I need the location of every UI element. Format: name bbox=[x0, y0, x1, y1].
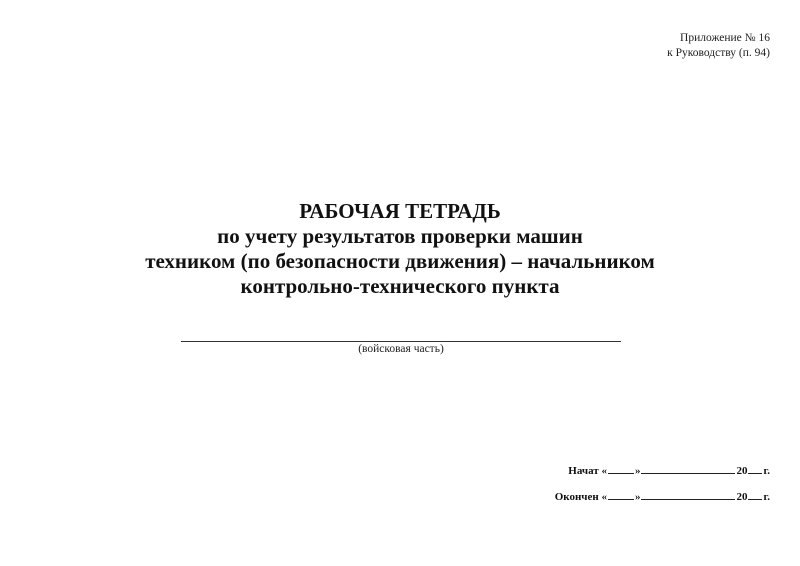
title-line-4: контрольно-технического пункта bbox=[240, 274, 560, 298]
end-year-field[interactable] bbox=[748, 489, 762, 500]
end-date-row bbox=[555, 489, 770, 503]
start-year-suffix: г. bbox=[763, 465, 770, 477]
title-line-2: по учету результатов проверки машин bbox=[217, 224, 583, 248]
end-year-suffix: г. bbox=[763, 491, 770, 503]
appendix-number: Приложение № 16 bbox=[680, 32, 770, 44]
document-title bbox=[0, 199, 800, 299]
military-unit-caption: (войсковая часть) bbox=[358, 343, 444, 355]
title-line-3: техником (по безопасности движения) – начальником bbox=[145, 249, 655, 273]
appendix-reference bbox=[667, 31, 770, 61]
end-quote-close: » bbox=[634, 491, 641, 503]
end-month-field[interactable] bbox=[641, 489, 735, 500]
start-month-field[interactable] bbox=[641, 463, 735, 474]
title-line-1: РАБОЧАЯ ТЕТРАДЬ bbox=[299, 199, 501, 223]
start-century: 20 bbox=[736, 465, 748, 477]
appendix-guide-reference: к Руководству (п. 94) bbox=[667, 47, 770, 59]
military-unit-field[interactable] bbox=[181, 341, 621, 342]
start-quote-close: » bbox=[634, 465, 641, 477]
start-date-label: Начат « bbox=[568, 465, 607, 477]
start-day-field[interactable] bbox=[608, 463, 634, 474]
end-date-label: Окончен « bbox=[554, 491, 607, 503]
start-year-field[interactable] bbox=[748, 463, 762, 474]
start-date-row bbox=[568, 463, 770, 477]
end-century: 20 bbox=[736, 491, 748, 503]
end-day-field[interactable] bbox=[608, 489, 634, 500]
